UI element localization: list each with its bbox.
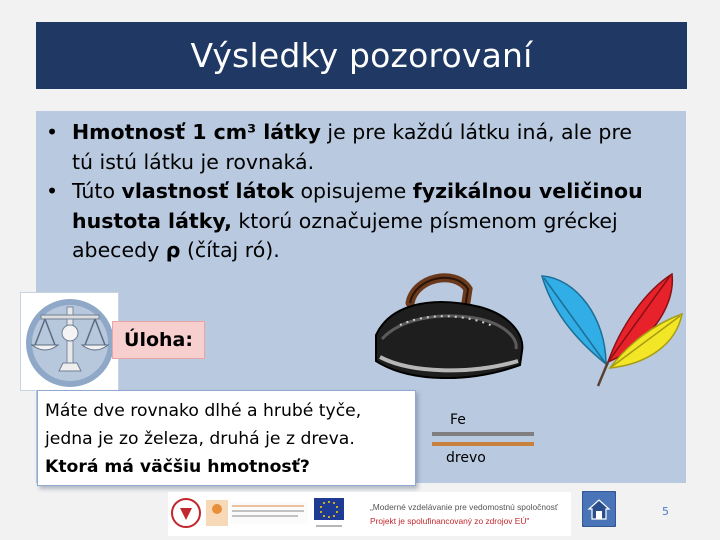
flat-iron-icon [370,265,530,385]
bullet-2 [38,177,683,266]
rod-drevo [432,442,534,446]
footer-logos [168,492,571,536]
task-label: Úloha: [112,321,205,359]
rod-label-drevo: drevo [446,450,486,466]
bullet-2-text-3: abecedy [72,238,166,263]
question-line-2: jedna je zo železa, druhá je z dreva. [45,429,355,449]
rod-label-fe: Fe [450,412,466,428]
home-button[interactable] [582,491,616,527]
slide-title: Výsledky pozorovaní [36,22,687,89]
bullet-2-text-m: opisujeme [293,179,413,204]
bullet-2-text-a: Túto [72,179,122,204]
bullet-1-text-2: tú istú látku je rovnaká. [72,149,315,174]
bullet-2-text-4: (čítaj ró). [180,238,280,263]
home-icon [582,491,616,527]
page-number: 5 [662,505,669,518]
bullet-1 [38,118,683,177]
bullet-2-text-2: ktorú označujeme písmenom gréckej [231,208,618,233]
rho-symbol: ρ [165,238,181,263]
rod-fe [432,432,534,436]
question-line-3: Ktorá má väčšiu hmotnosť? [45,457,310,477]
bullet-1-text: je pre každú látku iná, ale pre [320,120,633,144]
footer-slogan-2: Projekt je spolufinancovaný zo zdrojov EÚ" [370,516,530,526]
bullet-list [38,118,683,266]
bullet-2-bold-2: fyzikálnou veličinou [412,179,643,204]
question-box [37,390,416,486]
footer-slogan-1: „Moderné vzdelávanie pre vedomostnú spoločnosť [370,502,558,512]
bullet-1-bold: Hmotnosť 1 cm³ látky [72,120,321,144]
question-line-1: Máte dve rovnako dlhé a hrubé tyče, [45,401,362,421]
bullet-2-bold-3: hustota látky, [72,208,232,233]
bullet-2-bold-1: vlastnosť látok [121,179,294,204]
feathers-icon [536,268,686,390]
scales-icon [20,292,119,391]
footer-logo-strip [168,492,571,536]
